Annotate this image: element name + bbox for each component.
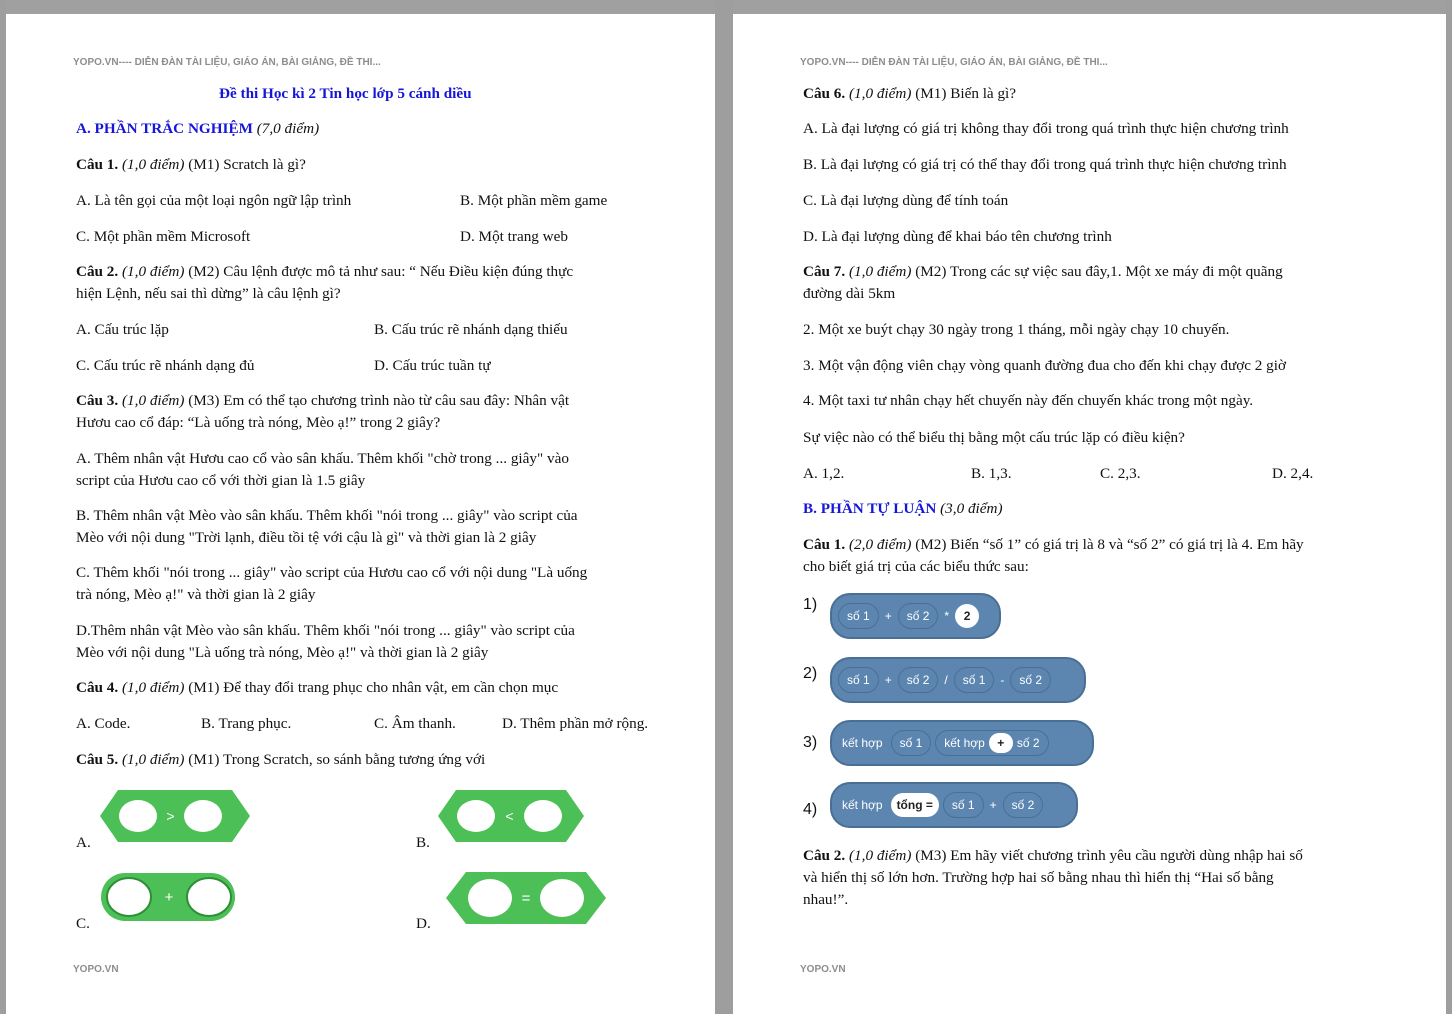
- t1-text-line2: cho biết giá trị của các biểu thức sau:: [803, 558, 1029, 575]
- t2-points: (1,0 điểm): [849, 847, 912, 864]
- q3-option-c-line2: trà nóng, Mèo ạ!" và thời gian là 2 giây: [76, 586, 316, 603]
- t1-text-line1: (M2) Biến “số 1” có giá trị là 8 và “số 2” có giá trị là 4. Em hãy: [915, 536, 1304, 553]
- q5-op-a: >: [166, 808, 175, 824]
- q2-option-b: B. Cấu trúc rẽ nhánh dạng thiếu: [374, 321, 568, 338]
- q6-option-d: D. Là đại lượng dùng để khai báo tên chương trình: [803, 228, 1112, 245]
- t2-text-line3: nhau!”.: [803, 891, 849, 908]
- q3-text-line2: Hươu cao cổ đáp: “Là uống trà nóng, Mèo ạ!” trong 2 giây?: [76, 414, 441, 431]
- expr2-so1: số 1: [838, 667, 879, 693]
- question-4: [76, 677, 558, 699]
- expr2-minus: -: [1000, 673, 1005, 687]
- expr2-so1b: số 1: [954, 667, 995, 693]
- scratch-add-block: [98, 869, 250, 925]
- q4-num: Câu 4.: [76, 679, 119, 696]
- q4-option-c: C. Âm thanh.: [374, 715, 456, 732]
- expr1-two: 2: [955, 604, 979, 628]
- expr1-so2: số 2: [898, 603, 939, 629]
- q1-points: (1,0 điểm): [122, 156, 185, 173]
- q5-text: (M1) Trong Scratch, so sánh bằng tương ứng với: [188, 751, 486, 768]
- q4-text: (M1) Để thay đổi trang phục cho nhân vật, em cần chọn mục: [188, 679, 559, 696]
- expr3-inner: [935, 730, 1048, 756]
- q3-option-a-line2: script của Hươu cao cổ với thời gian là 1.5 giây: [76, 472, 366, 489]
- page-footer: YOPO.VN: [73, 964, 119, 975]
- q2-points: (1,0 điểm): [122, 263, 185, 280]
- q4-option-b: B. Trang phục.: [201, 715, 292, 732]
- q3-text-line1: (M3) Em có thể tạo chương trình nào từ câu sau đây: Nhân vật: [188, 392, 570, 409]
- q5-num: Câu 5.: [76, 751, 119, 768]
- q3-option-d-line2: Mèo với nội dung "Là uống trà nóng, Mèo ạ!" và thời gian là 2 giây: [76, 644, 489, 661]
- q5-op-c: +: [164, 889, 174, 906]
- q6-option-c: C. Là đại lượng dùng để tính toán: [803, 192, 1009, 209]
- q1-option-d: D. Một trang web: [460, 228, 568, 245]
- expr4-so1: số 1: [943, 792, 984, 818]
- scratch-equals-block: [436, 867, 618, 929]
- question-6: [803, 83, 1016, 105]
- expr4-so2: số 2: [1003, 792, 1044, 818]
- q6-points: (1,0 điểm): [849, 85, 912, 102]
- q4-option-a: A. Code.: [76, 715, 131, 732]
- question-2: [76, 261, 573, 283]
- expr4-tong: tổng =: [891, 793, 939, 817]
- t2-num: Câu 2.: [803, 847, 846, 864]
- q7-statement-2: 2. Một xe buýt chạy 30 ngày trong 1 tháng, mỗi ngày chạy 10 chuyến.: [803, 321, 1230, 338]
- expr3-plus: +: [989, 733, 1013, 753]
- expr-number-3: 3): [803, 734, 818, 751]
- q3-option-a-line1: A. Thêm nhân vật Hươu cao cổ vào sân khấu. Thêm khối "chờ trong ... giây" vào: [76, 450, 569, 467]
- page-header: YOPO.VN---- DIỄN ĐÀN TÀI LIỆU, GIÁO ÁN, BÀI GIẢNG, ĐỀ THI...: [800, 57, 1108, 68]
- essay-question-1: [803, 534, 1304, 556]
- q1-num: Câu 1.: [76, 156, 119, 173]
- q5-points: (1,0 điểm): [122, 751, 185, 768]
- expr3-kethop-inner: kết hợp: [944, 736, 985, 750]
- page-gap: [715, 0, 733, 1014]
- q6-num: Câu 6.: [803, 85, 846, 102]
- q7-statement-4: 4. Một taxi tư nhân chạy hết chuyến này đến chuyến khác trong một ngày.: [803, 392, 1254, 409]
- q7-option-d: D. 2,4.: [1272, 465, 1314, 482]
- q5-option-b-label: B.: [416, 834, 430, 851]
- scratch-greater-than-block: [96, 784, 254, 848]
- q2-text-line2: hiện Lệnh, nếu sai thì dừng” là câu lệnh gì?: [76, 285, 341, 302]
- expr4-kethop: kết hợp: [842, 798, 883, 812]
- section-b-label: B. PHẦN TỰ LUẬN: [803, 500, 937, 517]
- expr-4-block: [830, 782, 1078, 828]
- doc-title: Đề thi Học kì 2 Tin học lớp 5 cánh diều: [219, 85, 472, 102]
- expr1-mul: *: [944, 609, 950, 623]
- t2-text-line2: và hiển thị số lớn hơn. Trường hợp hai số bằng nhau thì hiển thị “Hai số bằng: [803, 869, 1274, 886]
- q3-option-c-line1: C. Thêm khối "nói trong ... giây" vào script của Hươu cao cổ với nội dung "Là uống: [76, 564, 588, 581]
- t1-points: (2,0 điểm): [849, 536, 912, 553]
- essay-question-2: [803, 845, 1303, 867]
- q1-option-a: A. Là tên gọi của một loại ngôn ngữ lập trình: [76, 192, 352, 209]
- page-footer: YOPO.VN: [800, 964, 846, 975]
- q2-text-line1: (M2) Câu lệnh được mô tả như sau: “ Nếu Điều kiện đúng thực: [188, 263, 574, 280]
- q6-option-a: A. Là đại lượng có giá trị không thay đổi trong quá trình thực hiện chương trình: [803, 120, 1289, 137]
- q3-points: (1,0 điểm): [122, 392, 185, 409]
- q2-option-a: A. Cấu trúc lặp: [76, 321, 169, 338]
- q1-text: (M1) Scratch là gì?: [188, 156, 306, 173]
- section-a-heading: [76, 118, 319, 140]
- expr-number-2: 2): [803, 665, 818, 682]
- q1-option-c: C. Một phần mềm Microsoft: [76, 228, 251, 245]
- q7-num: Câu 7.: [803, 263, 846, 280]
- expr-number-4: 4): [803, 801, 818, 818]
- q5-op-d: =: [521, 890, 531, 907]
- expr3-kethop: kết hợp: [842, 736, 883, 750]
- q7-option-a: A. 1,2.: [803, 465, 845, 482]
- q4-points: (1,0 điểm): [122, 679, 185, 696]
- section-a-label: A. PHẦN TRẮC NGHIỆM: [76, 120, 253, 137]
- q3-num: Câu 3.: [76, 392, 119, 409]
- q6-option-b: B. Là đại lượng có giá trị có thể thay đổi trong quá trình thực hiện chương trình: [803, 156, 1287, 173]
- question-3: [76, 390, 569, 412]
- q7-statement-3: 3. Một vận động viên chạy vòng quanh đường đua cho đến khi chạy được 2 giờ: [803, 357, 1287, 374]
- section-b-heading: [803, 498, 1003, 520]
- expr3-so1: số 1: [891, 730, 932, 756]
- expr2-div: /: [944, 673, 948, 687]
- q7-text-line2: đường dài 5km: [803, 285, 896, 302]
- q5-option-a-label: A.: [76, 834, 91, 851]
- q7-points: (1,0 điểm): [849, 263, 912, 280]
- right-margin: [1446, 0, 1452, 1014]
- q7-question: Sự việc nào có thể biểu thị bằng một cấu trúc lặp có điều kiện?: [803, 429, 1185, 446]
- expr2-so2b: số 2: [1010, 667, 1051, 693]
- t1-num: Câu 1.: [803, 536, 846, 553]
- page-1: [6, 14, 715, 1014]
- question-1: [76, 154, 306, 176]
- question-7: [803, 261, 1283, 283]
- section-a-points: (7,0 điểm): [256, 120, 320, 137]
- section-b-points: (3,0 điểm): [940, 500, 1003, 517]
- q3-option-b-line1: B. Thêm nhân vật Mèo vào sân khấu. Thêm khối "nói trong ... giây" vào script của: [76, 507, 578, 524]
- expr-1-block: [830, 593, 1001, 639]
- q4-option-d: D. Thêm phần mở rộng.: [502, 715, 649, 732]
- expr2-so2: số 2: [898, 667, 939, 693]
- expr1-plus: +: [884, 609, 892, 623]
- expr-2-block: [830, 657, 1086, 703]
- q2-num: Câu 2.: [76, 263, 119, 280]
- page-2: [733, 14, 1446, 1014]
- expr-3-block: [830, 720, 1094, 766]
- page-header: YOPO.VN---- DIỄN ĐÀN TÀI LIỆU, GIÁO ÁN, BÀI GIẢNG, ĐỀ THI...: [73, 57, 381, 68]
- q3-option-d-line1: D.Thêm nhân vật Mèo vào sân khấu. Thêm khối "nói trong ... giây" vào script của: [76, 622, 575, 639]
- q5-option-c-label: C.: [76, 915, 90, 932]
- q5-op-b: <: [505, 808, 514, 824]
- expr2-plus: +: [884, 673, 892, 687]
- expr1-so1: số 1: [838, 603, 879, 629]
- t2-text-line1: (M3) Em hãy viết chương trình yêu cầu người dùng nhập hai số: [915, 847, 1303, 864]
- scratch-less-than-block: [436, 784, 586, 848]
- expr4-plus: +: [989, 798, 997, 812]
- expr-number-1: 1): [803, 596, 818, 613]
- q2-option-d: D. Cấu trúc tuần tự: [374, 357, 491, 374]
- q7-option-c: C. 2,3.: [1100, 465, 1141, 482]
- q5-option-d-label: D.: [416, 915, 431, 932]
- q3-option-b-line2: Mèo với nội dung "Trời lạnh, điều tồi tệ với cậu là gì" và thời gian là 2 giây: [76, 529, 537, 546]
- question-5: [76, 749, 485, 771]
- q7-text-line1: (M2) Trong các sự việc sau đây,1. Một xe máy đi một quãng: [915, 263, 1283, 280]
- q7-option-b: B. 1,3.: [971, 465, 1012, 482]
- q6-text: (M1) Biến là gì?: [915, 85, 1017, 102]
- q2-option-c: C. Cấu trúc rẽ nhánh dạng đủ: [76, 357, 255, 374]
- expr3-so2: số 2: [1016, 736, 1040, 750]
- q1-option-b: B. Một phần mềm game: [460, 192, 608, 209]
